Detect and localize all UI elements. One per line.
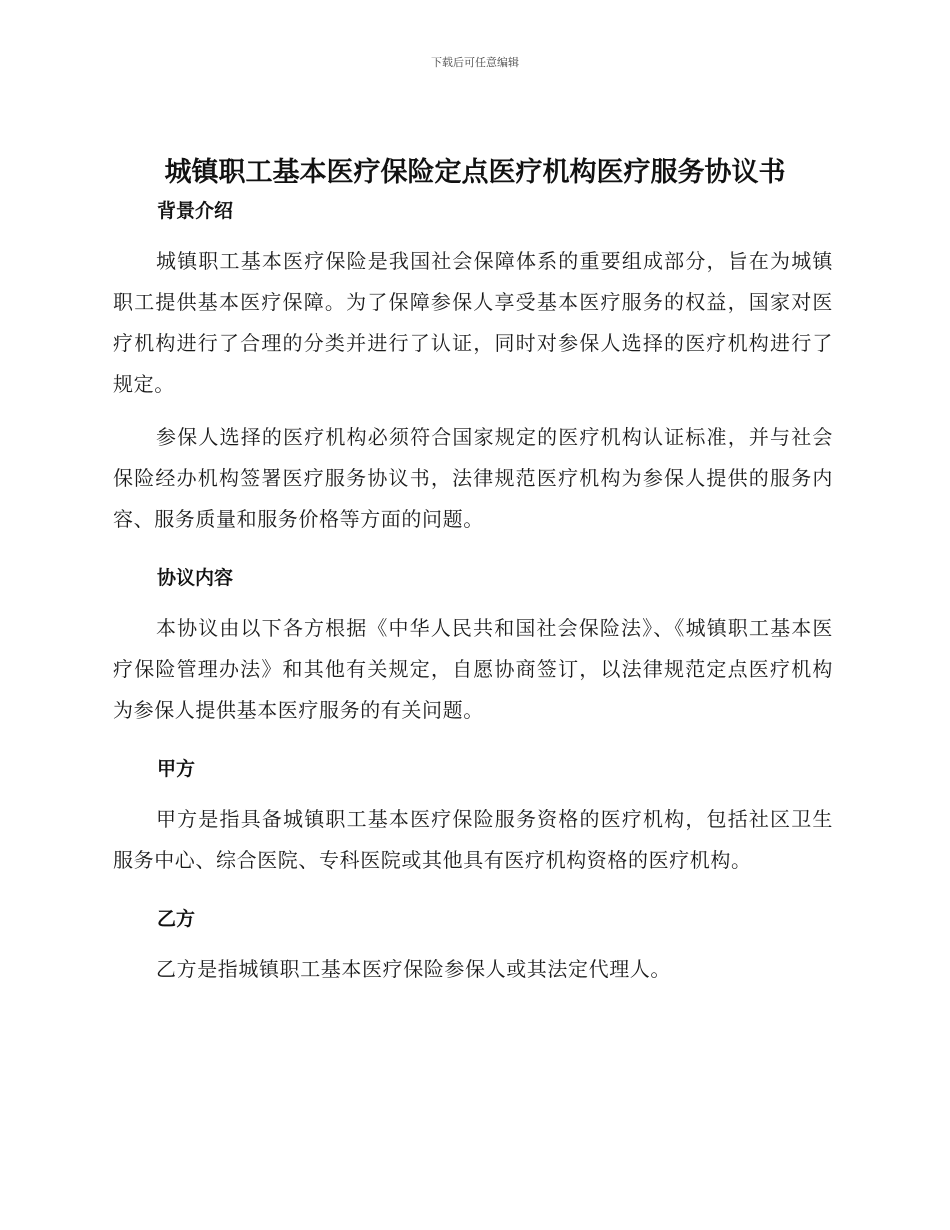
section-party-b: [113, 901, 833, 990]
paragraph: 本协议由以下各方根据《中华人民共和国社会保险法》、《城镇职工基本医疗保险管理办法》和其他有关规定，自愿协商签订，以法律规范定点医疗机构为参保人提供基本医疗服务的有关问题。: [113, 616, 833, 722]
section-background: [113, 193, 833, 540]
section-heading: 甲方: [157, 758, 196, 780]
section-heading: 背景介绍: [157, 200, 234, 222]
section-heading: 乙方: [157, 908, 196, 930]
paragraph: 参保人选择的医疗机构必须符合国家规定的医疗机构认证标准，并与社会保险经办机构签署医疗服务协议书，法律规范医疗机构为参保人提供的服务内容、服务质量和服务价格等方面的问题。: [113, 425, 833, 531]
paragraph: 城镇职工基本医疗保险是我国社会保障体系的重要组成部分，旨在为城镇职工提供基本医疗保障。为了保障参保人享受基本医疗服务的权益，国家对医疗机构进行了合理的分类并进行了认证，同时对参保人选择的医疗机构进行了规定。: [113, 249, 833, 396]
section-agreement-content: [113, 560, 833, 731]
header-note: 下载后可任意编辑: [431, 56, 519, 69]
document-body: [113, 193, 833, 990]
document-title: 城镇职工基本医疗保险定点医疗机构医疗服务协议书: [164, 157, 786, 188]
section-heading: 协议内容: [157, 567, 234, 589]
paragraph: 乙方是指城镇职工基本医疗保险参保人或其法定代理人。: [156, 957, 671, 981]
paragraph: 甲方是指具备城镇职工基本医疗保险服务资格的医疗机构，包括社区卫生服务中心、综合医院、专科医院或其他具有医疗机构资格的医疗机构。: [113, 807, 833, 872]
section-party-a: [113, 751, 833, 881]
